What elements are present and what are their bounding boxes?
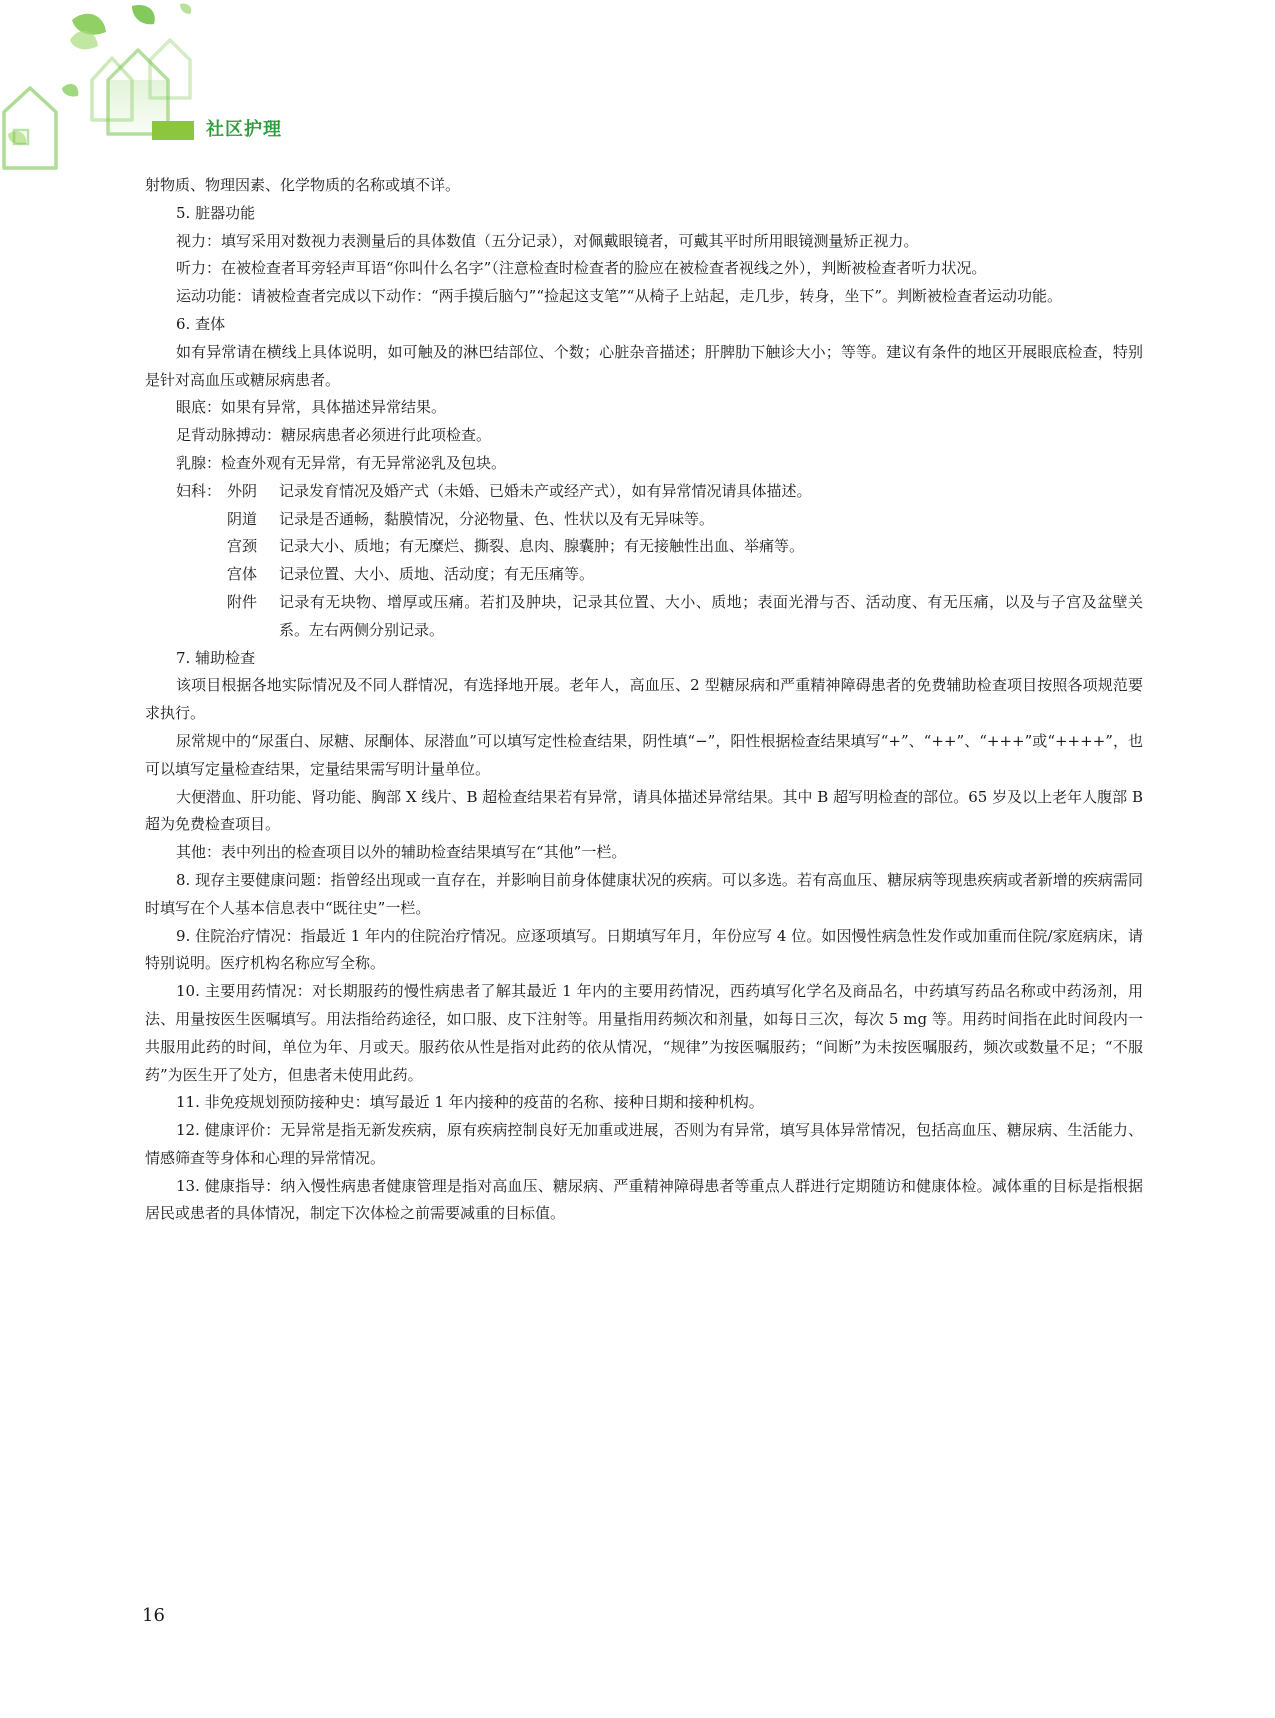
- gyn-desc: 记录位置、大小、质地、活动度；有无压痛等。: [279, 565, 595, 584]
- paragraph: 射物质、物理因素、化学物质的名称或填不详。: [145, 176, 461, 194]
- gyn-organ: 宫颈: [227, 537, 258, 556]
- paragraph: 11. 非免疫规划预防接种史：填写最近 1 年内接种的疫苗的名称、接种日期和接种机构。: [176, 1093, 764, 1112]
- gyn-organ: 宫体: [227, 565, 258, 584]
- section-heading: 7. 辅助检查: [176, 648, 256, 667]
- gyn-label: 妇科：: [176, 481, 222, 500]
- gyn-desc: 记录有无块物、增厚或压痛。若扪及肿块，记录其位置、大小、质地；表面光滑与否、活动度、有无压痛，以及与子宫及盆壁关系。左右两侧分别记录。: [279, 592, 1143, 639]
- paragraph: 其他：表中列出的检查项目以外的辅助检查结果填写在“其他”一栏。: [176, 843, 627, 862]
- gyn-organ: 外阴: [227, 481, 258, 500]
- paragraph: 10. 主要用药情况：对长期服药的慢性病患者了解其最近 1 年内的主要用药情况，西药填写化学名及商品名，中药填写药品名称或中药汤剂，用法、用量按医生医嘱填写。用法指给药途径，如口服、皮下注射等。用量指用药频次和剂量，如每日三次，每次 5 mg 等。用药时间指在此时间段内一共服用此药的时间，单位为年、月或天。服药依从性是指对此药的依从情况，“规律”为按医嘱服药；“间断”为未按医嘱服药，频次或数量不足；“不服药”为医生开了处方，但患者未使用此药。: [145, 982, 1143, 1084]
- gyn-organ: 附件: [227, 592, 258, 611]
- gyn-desc: 记录是否通畅，黏膜情况，分泌物量、色、性状以及有无异味等。: [279, 509, 715, 528]
- page-number: 16: [142, 1605, 165, 1626]
- paragraph: 尿常规中的“尿蛋白、尿糖、尿酮体、尿潜血”可以填写定性检查结果，阴性填“−”，阳性根据检查结果填写“+”、“++”、“+++”或“++++”，也可以填写定量检查结果，定量结果需写明计量单位。: [145, 731, 1143, 778]
- paragraph: 视力：填写采用对数视力表测量后的具体数值（五分记录），对佩戴眼镜者，可戴其平时所用眼镜测量矫正视力。: [176, 231, 919, 250]
- paragraph: 该项目根据各地实际情况及不同人群情况，有选择地开展。老年人，高血压、2 型糖尿病和严重精神障碍患者的免费辅助检查项目按照各项规范要求执行。: [145, 676, 1143, 723]
- paragraph: 运动功能：请被检查者完成以下动作：“两手摸后脑勺”“捡起这支笔”“从椅子上站起，走几步，转身，坐下”。判断被检查者运动功能。: [176, 287, 1063, 306]
- paragraph: 如有异常请在横线上具体说明，如可触及的淋巴结部位、个数；心脏杂音描述；肝脾肋下触诊大小；等等。建议有条件的地区开展眼底检查，特别是针对高血压或糖尿病患者。: [145, 342, 1143, 389]
- gyn-item: [145, 589, 1143, 645]
- houses-leaves-logo: [0, 0, 220, 175]
- document-body: [145, 172, 1143, 1228]
- paragraph: 听力：在被检查者耳旁轻声耳语“你叫什么名字”（注意检查时检查者的脸应在被检查者视线之外），判断被检查者听力状况。: [176, 259, 987, 278]
- gyn-desc: 记录大小、质地；有无糜烂、撕裂、息肉、腺囊肿；有无接触性出血、举痛等。: [279, 537, 805, 556]
- section-heading: 5. 脏器功能: [176, 203, 256, 222]
- section-title: 社区护理: [206, 119, 282, 140]
- paragraph: 8. 现存主要健康问题：指曾经出现或一直存在，并影响目前身体健康状况的疾病。可以多选。若有高血压、糖尿病等现患疾病或者新增的疾病需同时填写在个人基本信息表中“既往史”一栏。: [145, 870, 1143, 917]
- gyn-item: [145, 561, 1143, 589]
- paragraph: 乳腺：检查外观有无异常，有无异常泌乳及包块。: [176, 453, 507, 472]
- paragraph: 9. 住院治疗情况：指最近 1 年内的住院治疗情况。应逐项填写。日期填写年月，年份应写 4 位。如因慢性病急性发作或加重而住院/家庭病床，请特别说明。医疗机构名称应写全称。: [145, 926, 1143, 973]
- gyn-item: [145, 533, 1143, 561]
- section-heading: 6. 查体: [176, 314, 226, 333]
- paragraph: 12. 健康评价：无异常是指无新发疾病，原有疾病控制良好无加重或进展，否则为有异常，填写具体异常情况，包括高血压、糖尿病、生活能力、情感筛查等身体和心理的异常情况。: [145, 1121, 1143, 1167]
- paragraph: 眼底：如果有异常，具体描述异常结果。: [176, 398, 447, 417]
- paragraph: 13. 健康指导：纳入慢性病患者健康管理是指对高血压、糖尿病、严重精神障碍患者等重点人群进行定期随访和健康体检。减体重的目标是指根据居民或患者的具体情况，制定下次体检之前需要减重的目标值。: [145, 1176, 1143, 1223]
- gyn-item: [145, 506, 1143, 534]
- section-accent-bar: [152, 121, 194, 140]
- gyn-organ: 阴道: [227, 509, 258, 528]
- gyn-item: [145, 478, 1143, 506]
- paragraph: 大便潜血、肝功能、肾功能、胸部 X 线片、B 超检查结果若有异常，请具体描述异常结果。其中 B 超写明检查的部位。65 岁及以上老年人腹部 B 超为免费检查项目。: [145, 787, 1143, 834]
- gyn-desc: 记录发育情况及婚产式（未婚、已婚未产或经产式），如有异常情况请具体描述。: [279, 481, 812, 500]
- paragraph: 足背动脉搏动：糖尿病患者必须进行此项检查。: [176, 426, 492, 445]
